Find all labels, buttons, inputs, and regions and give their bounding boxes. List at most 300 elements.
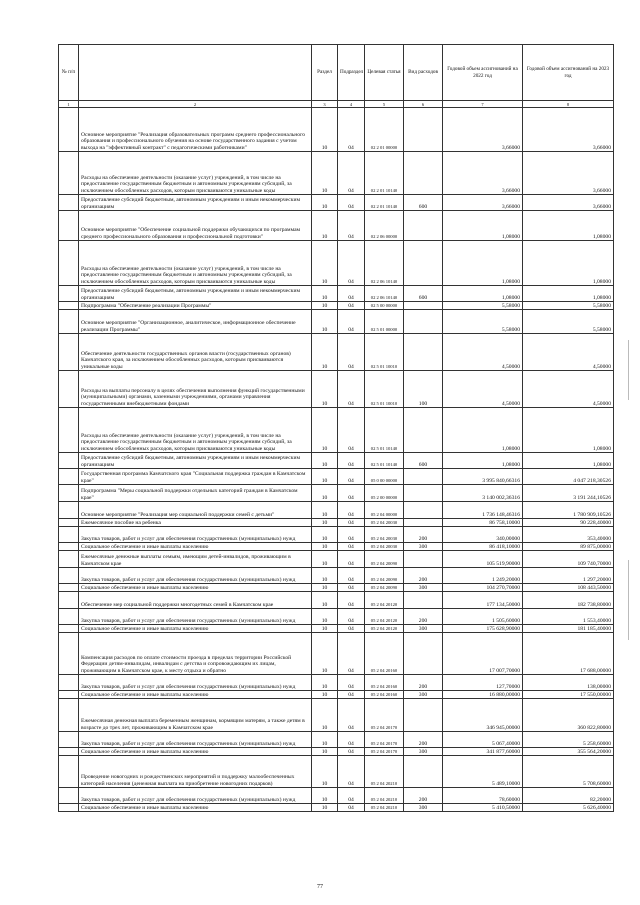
cell-2022: 1,08000 — [443, 286, 523, 302]
cell-podrazdel: 04 — [338, 804, 365, 812]
cell-vr — [404, 310, 443, 334]
col-number: 8 — [523, 101, 614, 108]
cell-razdel: 10 — [312, 788, 338, 804]
cell-name: Расходы на обеспечение деятельности (оказание услуг) учреждений, в том числе на предоставление государственным бюджетным и автономным учреждениям субсидий, за исключением обособленных расходов, которым присваиваются уникальные коды — [79, 152, 312, 195]
cell-vr: 300 — [404, 625, 443, 633]
table-row — [59, 453, 614, 469]
cell-2022: 3 995 840,66316 — [443, 469, 523, 485]
cell-2023: 1,08000 — [523, 241, 614, 286]
col-2022-header: Годовой объем ассигнований на 2022 год — [443, 45, 523, 101]
cell-razdel: 10 — [312, 691, 338, 699]
cell-vr: 200 — [404, 732, 443, 748]
cell-name: Предоставление субсидий бюджетным, автономным учреждениям и иным некоммерческим организациям — [79, 453, 312, 469]
cell-num — [59, 804, 79, 812]
table-row — [59, 211, 614, 241]
cell-2022: 78,60000 — [443, 788, 523, 804]
cell-num — [59, 699, 79, 732]
cell-razdel: 10 — [312, 302, 338, 310]
cell-2022: 1,08000 — [443, 241, 523, 286]
cell-num — [59, 108, 79, 152]
cell-2022: 341 877,60000 — [443, 748, 523, 756]
cell-2022: 1 505,60000 — [443, 609, 523, 625]
cell-cst: 02 2 01 10140 — [365, 195, 404, 211]
cell-podrazdel: 04 — [338, 371, 365, 408]
cell-vr — [404, 334, 443, 371]
cell-2022: 177 134,50000 — [443, 592, 523, 609]
cell-cst: 02 5 01 10140 — [365, 408, 404, 453]
cell-2023: 17 550,00000 — [523, 691, 614, 699]
cell-num — [59, 310, 79, 334]
cell-razdel: 10 — [312, 551, 338, 568]
cell-name: Основное мероприятие "Реализация образовательных программ среднего профессионального образования и профессионального обучения на основе государственного задания с учетом выхода на "эффективный контракт" с педагогическими работниками" — [79, 108, 312, 152]
cell-num — [59, 584, 79, 592]
cell-num — [59, 152, 79, 195]
cell-vr: 200 — [404, 788, 443, 804]
cell-cst: 05 2 04 20160 — [365, 691, 404, 699]
cell-vr — [404, 485, 443, 502]
col-name-header — [79, 45, 312, 101]
cell-podrazdel: 04 — [338, 527, 365, 543]
cell-razdel: 10 — [312, 152, 338, 195]
cell-name: Ежемесячные денежные выплаты семьям, имеющим детей-инвалидов, проживающим в Камчатском крае — [79, 551, 312, 568]
cell-2023: 5,58000 — [523, 310, 614, 334]
cell-vr — [404, 519, 443, 527]
cell-num — [59, 788, 79, 804]
cell-2023: 4,50000 — [523, 371, 614, 408]
cell-podrazdel: 04 — [338, 625, 365, 633]
cell-name: Расходы на обеспечение деятельности (оказание услуг) учреждений, в том числе на предоставление государственным бюджетным и автономным учреждениям субсидий, за исключением обособленных расходов, которым присваиваются уникальные коды — [79, 408, 312, 453]
table-row — [59, 408, 614, 453]
cell-podrazdel: 04 — [338, 756, 365, 788]
cell-num — [59, 527, 79, 543]
cell-podrazdel: 04 — [338, 453, 365, 469]
cell-num — [59, 334, 79, 371]
col-number: 1 — [59, 101, 79, 108]
cell-2022: 127,70000 — [443, 675, 523, 691]
cell-num — [59, 502, 79, 519]
cell-razdel: 10 — [312, 108, 338, 152]
col-vr-header: Вид расходов — [404, 45, 443, 101]
cell-cst: 02 5 00 00000 — [365, 302, 404, 310]
cell-vr: 100 — [404, 371, 443, 408]
cell-name: Государственная программа Камчатского края "Социальная поддержка граждан в Камчатском крае" — [79, 469, 312, 485]
cell-2023: 353,40000 — [523, 527, 614, 543]
cell-cst: 05 2 04 20030 — [365, 543, 404, 551]
table-row — [59, 543, 614, 551]
cell-podrazdel: 04 — [338, 211, 365, 241]
cell-2023: 3 191 244,10526 — [523, 485, 614, 502]
cell-2023: 181 185,40000 — [523, 625, 614, 633]
cell-podrazdel: 04 — [338, 568, 365, 584]
cell-razdel: 10 — [312, 502, 338, 519]
cell-2023: 109 740,70000 — [523, 551, 614, 568]
cell-num — [59, 551, 79, 568]
col-razdel-header: Раздел — [312, 45, 338, 101]
cell-vr — [404, 469, 443, 485]
cell-cst: 05 2 00 00000 — [365, 485, 404, 502]
cell-podrazdel: 04 — [338, 584, 365, 592]
cell-vr: 300 — [404, 543, 443, 551]
cell-name: Социальное обеспечение и иные выплаты населению — [79, 804, 312, 812]
cell-vr — [404, 756, 443, 788]
table-row — [59, 502, 614, 519]
cell-num — [59, 625, 79, 633]
cell-vr — [404, 302, 443, 310]
col-num-header: № п/п — [59, 45, 79, 101]
cell-2022: 3,66000 — [443, 152, 523, 195]
col-number: 5 — [365, 101, 404, 108]
cell-razdel: 10 — [312, 519, 338, 527]
cell-cst: 05 2 04 20090 — [365, 568, 404, 584]
cell-name: Подпрограмма "Обеспечение реализации Программы" — [79, 302, 312, 310]
cell-2022: 1 736 148,46316 — [443, 502, 523, 519]
cell-num — [59, 543, 79, 551]
col-cst-header: Целевая статья — [365, 45, 404, 101]
cell-2022: 3 140 002,36316 — [443, 485, 523, 502]
table-row — [59, 195, 614, 211]
scan-edge-mark — [628, 340, 629, 400]
cell-2023: 1,08000 — [523, 286, 614, 302]
col-2023-header: Годовой объем ассигнований на 2023 год — [523, 45, 614, 101]
table-row — [59, 551, 614, 568]
cell-cst: 02 5 01 10010 — [365, 334, 404, 371]
cell-cst: 05 2 04 20090 — [365, 584, 404, 592]
table-row — [59, 241, 614, 286]
cell-name: Закупка товаров, работ и услуг для обеспечения государственных (муниципальных) нужд — [79, 732, 312, 748]
cell-razdel: 10 — [312, 371, 338, 408]
cell-vr: 300 — [404, 691, 443, 699]
cell-vr — [404, 211, 443, 241]
cell-cst: 05 2 04 20160 — [365, 633, 404, 675]
cell-vr: 200 — [404, 609, 443, 625]
cell-razdel: 10 — [312, 286, 338, 302]
table-row — [59, 609, 614, 625]
table-row — [59, 371, 614, 408]
cell-2022: 16 880,00000 — [443, 691, 523, 699]
cell-cst: 05 2 04 20210 — [365, 804, 404, 812]
cell-name: Закупка товаров, работ и услуг для обеспечения государственных (муниципальных) нужд — [79, 609, 312, 625]
cell-cst: 05 2 04 20210 — [365, 788, 404, 804]
table-row — [59, 584, 614, 592]
col-number: 3 — [312, 101, 338, 108]
cell-podrazdel: 04 — [338, 286, 365, 302]
cell-num — [59, 241, 79, 286]
table-row — [59, 310, 614, 334]
table-row — [59, 519, 614, 527]
cell-num — [59, 453, 79, 469]
cell-2023: 90 228,40000 — [523, 519, 614, 527]
cell-razdel: 10 — [312, 453, 338, 469]
cell-podrazdel: 04 — [338, 241, 365, 286]
cell-razdel: 10 — [312, 592, 338, 609]
budget-table — [58, 44, 614, 812]
cell-vr: 200 — [404, 568, 443, 584]
col-number: 2 — [79, 101, 312, 108]
cell-razdel: 10 — [312, 310, 338, 334]
cell-razdel: 10 — [312, 485, 338, 502]
cell-vr — [404, 152, 443, 195]
col-number: 7 — [443, 101, 523, 108]
cell-cst: 05 2 04 20030 — [365, 527, 404, 543]
cell-num — [59, 211, 79, 241]
cell-razdel: 10 — [312, 633, 338, 675]
table-row — [59, 633, 614, 675]
table-row — [59, 485, 614, 502]
cell-num — [59, 675, 79, 691]
cell-2022: 5 410,50000 — [443, 804, 523, 812]
cell-num — [59, 286, 79, 302]
cell-2023: 5 626,40000 — [523, 804, 614, 812]
cell-2022: 5,58000 — [443, 302, 523, 310]
cell-2023: 108 443,50000 — [523, 584, 614, 592]
column-number-row — [59, 101, 614, 108]
cell-2022: 104 270,70000 — [443, 584, 523, 592]
cell-num — [59, 485, 79, 502]
cell-2023: 1,08000 — [523, 453, 614, 469]
cell-razdel: 10 — [312, 584, 338, 592]
cell-2022: 1,08000 — [443, 211, 523, 241]
cell-2022: 1,08000 — [443, 408, 523, 453]
cell-podrazdel: 04 — [338, 195, 365, 211]
cell-name: Проведение новогодних и рождественских мероприятий и поддержку малообеспеченных категорий населения (денежная выплата на приобретение новогодних подарков) — [79, 756, 312, 788]
cell-num — [59, 469, 79, 485]
cell-vr — [404, 108, 443, 152]
cell-2022: 1 249,20000 — [443, 568, 523, 584]
table-row — [59, 302, 614, 310]
table-row — [59, 675, 614, 691]
cell-cst: 05 2 04 20030 — [365, 519, 404, 527]
cell-2023: 5 258,60000 — [523, 732, 614, 748]
cell-razdel: 10 — [312, 334, 338, 371]
cell-2022: 3,66000 — [443, 108, 523, 152]
cell-name: Социальное обеспечение и иные выплаты населению — [79, 584, 312, 592]
table-row — [59, 286, 614, 302]
table-row — [59, 527, 614, 543]
cell-cst: 02 5 01 10010 — [365, 371, 404, 408]
cell-vr: 200 — [404, 675, 443, 691]
table-header — [59, 45, 614, 101]
cell-podrazdel: 04 — [338, 699, 365, 732]
cell-razdel: 10 — [312, 241, 338, 286]
cell-name: Расходы на обеспечение деятельности (оказание услуг) учреждений, в том числе на предоставление государственным бюджетным и автономным учреждениям субсидий, за исключением обособленных расходов, которым присваиваются уникальные коды — [79, 241, 312, 286]
cell-cst: 02 5 01 00000 — [365, 310, 404, 334]
table-row — [59, 691, 614, 699]
cell-razdel: 10 — [312, 804, 338, 812]
cell-razdel: 10 — [312, 211, 338, 241]
cell-2022: 17 007,70000 — [443, 633, 523, 675]
cell-name: Социальное обеспечение и иные выплаты населению — [79, 543, 312, 551]
cell-vr — [404, 408, 443, 453]
cell-cst: 05 2 04 00000 — [365, 502, 404, 519]
table-row — [59, 592, 614, 609]
cell-name: Закупка товаров, работ и услуг для обеспечения государственных (муниципальных) нужд — [79, 527, 312, 543]
cell-2022: 5,58000 — [443, 310, 523, 334]
cell-vr: 300 — [404, 804, 443, 812]
cell-razdel: 10 — [312, 675, 338, 691]
cell-name: Обеспечение деятельности государственных органов власти (государственных органов) Камчатского края, за исключением обособленных расходов, которым присваиваются уникальные коды — [79, 334, 312, 371]
cell-vr: 600 — [404, 195, 443, 211]
cell-2023: 82,20000 — [523, 788, 614, 804]
table-row — [59, 108, 614, 152]
cell-podrazdel: 04 — [338, 543, 365, 551]
cell-2023: 3,66000 — [523, 195, 614, 211]
cell-name: Компенсация расходов по оплате стоимости проезда в пределах территории Российской Федерации детям-инвалидам, инвалидам с детства и сопровождающим их лицам, проживающим в Камчатском крае, к месту отдыха и обратно — [79, 633, 312, 675]
table-row — [59, 756, 614, 788]
cell-name: Ежемесячное пособие на ребенка — [79, 519, 312, 527]
cell-podrazdel: 04 — [338, 310, 365, 334]
cell-cst: 05 2 04 20210 — [365, 756, 404, 788]
cell-podrazdel: 04 — [338, 675, 365, 691]
scan-edge-mark — [628, 560, 629, 640]
cell-2022: 4,50000 — [443, 334, 523, 371]
cell-2023: 1 553,40000 — [523, 609, 614, 625]
table-row — [59, 804, 614, 812]
cell-razdel: 10 — [312, 408, 338, 453]
cell-razdel: 10 — [312, 699, 338, 732]
cell-podrazdel: 04 — [338, 732, 365, 748]
cell-vr: 600 — [404, 453, 443, 469]
cell-cst: 05 2 04 20090 — [365, 551, 404, 568]
cell-cst: 02 2 06 10140 — [365, 286, 404, 302]
cell-podrazdel: 04 — [338, 108, 365, 152]
cell-2023: 1,08000 — [523, 211, 614, 241]
cell-vr — [404, 699, 443, 732]
col-number: 4 — [338, 101, 365, 108]
cell-cst: 02 2 06 00000 — [365, 211, 404, 241]
cell-name: Обеспечение мер социальной поддержки многодетных семей в Камчатском крае — [79, 592, 312, 609]
cell-num — [59, 609, 79, 625]
cell-vr — [404, 551, 443, 568]
cell-cst: 05 2 04 20120 — [365, 609, 404, 625]
cell-razdel: 10 — [312, 625, 338, 633]
cell-name: Подпрограмма "Меры социальной поддержки отдельных категорий граждан в Камчатском крае" — [79, 485, 312, 502]
cell-razdel: 10 — [312, 568, 338, 584]
cell-razdel: 10 — [312, 195, 338, 211]
cell-2023: 5,58000 — [523, 302, 614, 310]
cell-vr: 600 — [404, 286, 443, 302]
cell-num — [59, 592, 79, 609]
cell-2022: 5 489,10000 — [443, 756, 523, 788]
cell-2023: 1,08000 — [523, 408, 614, 453]
cell-vr: 200 — [404, 527, 443, 543]
cell-name: Расходы на выплаты персоналу в целях обеспечения выполнения функций государственными (муниципальными) органами, казенными учреждениями, органами управления государственными внебюджетными фондами — [79, 371, 312, 408]
page-number: 77 — [317, 884, 323, 890]
cell-2023: 89 875,00000 — [523, 543, 614, 551]
cell-cst: 02 5 01 10140 — [365, 453, 404, 469]
document-page — [58, 44, 613, 812]
cell-2022: 340,00000 — [443, 527, 523, 543]
table-row — [59, 568, 614, 584]
cell-num — [59, 195, 79, 211]
cell-podrazdel: 04 — [338, 502, 365, 519]
cell-vr — [404, 633, 443, 675]
cell-2023: 4,50000 — [523, 334, 614, 371]
cell-num — [59, 568, 79, 584]
cell-podrazdel: 04 — [338, 302, 365, 310]
cell-2023: 3,66000 — [523, 108, 614, 152]
cell-cst: 02 2 01 10140 — [365, 152, 404, 195]
cell-2023: 17 688,00000 — [523, 633, 614, 675]
cell-cst: 02 2 01 00000 — [365, 108, 404, 152]
cell-podrazdel: 04 — [338, 334, 365, 371]
col-podrazdel-header: Подраздел — [338, 45, 365, 101]
table-row — [59, 334, 614, 371]
cell-2023: 4 047 218,30526 — [523, 469, 614, 485]
cell-name: Социальное обеспечение и иные выплаты населению — [79, 625, 312, 633]
cell-name: Закупка товаров, работ и услуг для обеспечения государственных (муниципальных) нужд — [79, 788, 312, 804]
cell-vr — [404, 502, 443, 519]
table-row — [59, 748, 614, 756]
cell-name: Социальное обеспечение и иные выплаты населению — [79, 691, 312, 699]
cell-2023: 3,66000 — [523, 152, 614, 195]
cell-podrazdel: 04 — [338, 469, 365, 485]
cell-2022: 346 945,00000 — [443, 699, 523, 732]
col-number: 6 — [404, 101, 443, 108]
cell-podrazdel: 04 — [338, 633, 365, 675]
cell-razdel: 10 — [312, 756, 338, 788]
cell-name: Ежемесячная денежная выплата беременным женщинам, кормящим матерям, а также детям в возрасте до трех лет, проживающим в Камчатском крае — [79, 699, 312, 732]
cell-num — [59, 756, 79, 788]
cell-cst: 05 2 04 20120 — [365, 592, 404, 609]
cell-num — [59, 732, 79, 748]
cell-podrazdel: 04 — [338, 788, 365, 804]
cell-2023: 1 297,20000 — [523, 568, 614, 584]
cell-razdel: 10 — [312, 609, 338, 625]
cell-podrazdel: 04 — [338, 691, 365, 699]
table-row — [59, 732, 614, 748]
cell-vr: 300 — [404, 584, 443, 592]
cell-razdel: 10 — [312, 527, 338, 543]
cell-vr — [404, 592, 443, 609]
cell-num — [59, 408, 79, 453]
cell-name: Закупка товаров, работ и услуг для обеспечения государственных (муниципальных) нужд — [79, 568, 312, 584]
cell-podrazdel: 04 — [338, 609, 365, 625]
cell-name: Основное мероприятие "Обеспечение социальной поддержки обучающихся по программам среднего профессионального образования и профессиональной подготовки" — [79, 211, 312, 241]
cell-vr — [404, 241, 443, 286]
cell-2023: 138,00000 — [523, 675, 614, 691]
cell-num — [59, 302, 79, 310]
cell-num — [59, 748, 79, 756]
cell-podrazdel: 04 — [338, 748, 365, 756]
cell-num — [59, 633, 79, 675]
cell-razdel: 10 — [312, 748, 338, 756]
cell-cst: 05 2 04 20120 — [365, 625, 404, 633]
cell-2023: 5 708,60000 — [523, 756, 614, 788]
table-row — [59, 469, 614, 485]
table-row — [59, 788, 614, 804]
cell-2022: 4,50000 — [443, 371, 523, 408]
cell-2022: 5 067,40000 — [443, 732, 523, 748]
cell-cst: 05 2 04 20170 — [365, 732, 404, 748]
cell-2023: 182 738,80000 — [523, 592, 614, 609]
cell-cst: 05 2 04 20170 — [365, 699, 404, 732]
cell-name: Основное мероприятие "Реализация мер социальной поддержки семей с детьми" — [79, 502, 312, 519]
cell-name: Предоставление субсидий бюджетным, автономным учреждениям и иным некоммерческим организациям — [79, 286, 312, 302]
cell-num — [59, 519, 79, 527]
cell-podrazdel: 04 — [338, 519, 365, 527]
cell-name: Предоставление субсидий бюджетным, автономным учреждениям и иным некоммерческим организациям — [79, 195, 312, 211]
cell-name: Закупка товаров, работ и услуг для обеспечения государственных (муниципальных) нужд — [79, 675, 312, 691]
cell-podrazdel: 04 — [338, 485, 365, 502]
cell-podrazdel: 04 — [338, 592, 365, 609]
cell-vr: 300 — [404, 748, 443, 756]
cell-podrazdel: 04 — [338, 551, 365, 568]
cell-2022: 3,66000 — [443, 195, 523, 211]
cell-2022: 105 519,90000 — [443, 551, 523, 568]
cell-cst: 05 2 04 20160 — [365, 675, 404, 691]
cell-num — [59, 371, 79, 408]
cell-podrazdel: 04 — [338, 152, 365, 195]
